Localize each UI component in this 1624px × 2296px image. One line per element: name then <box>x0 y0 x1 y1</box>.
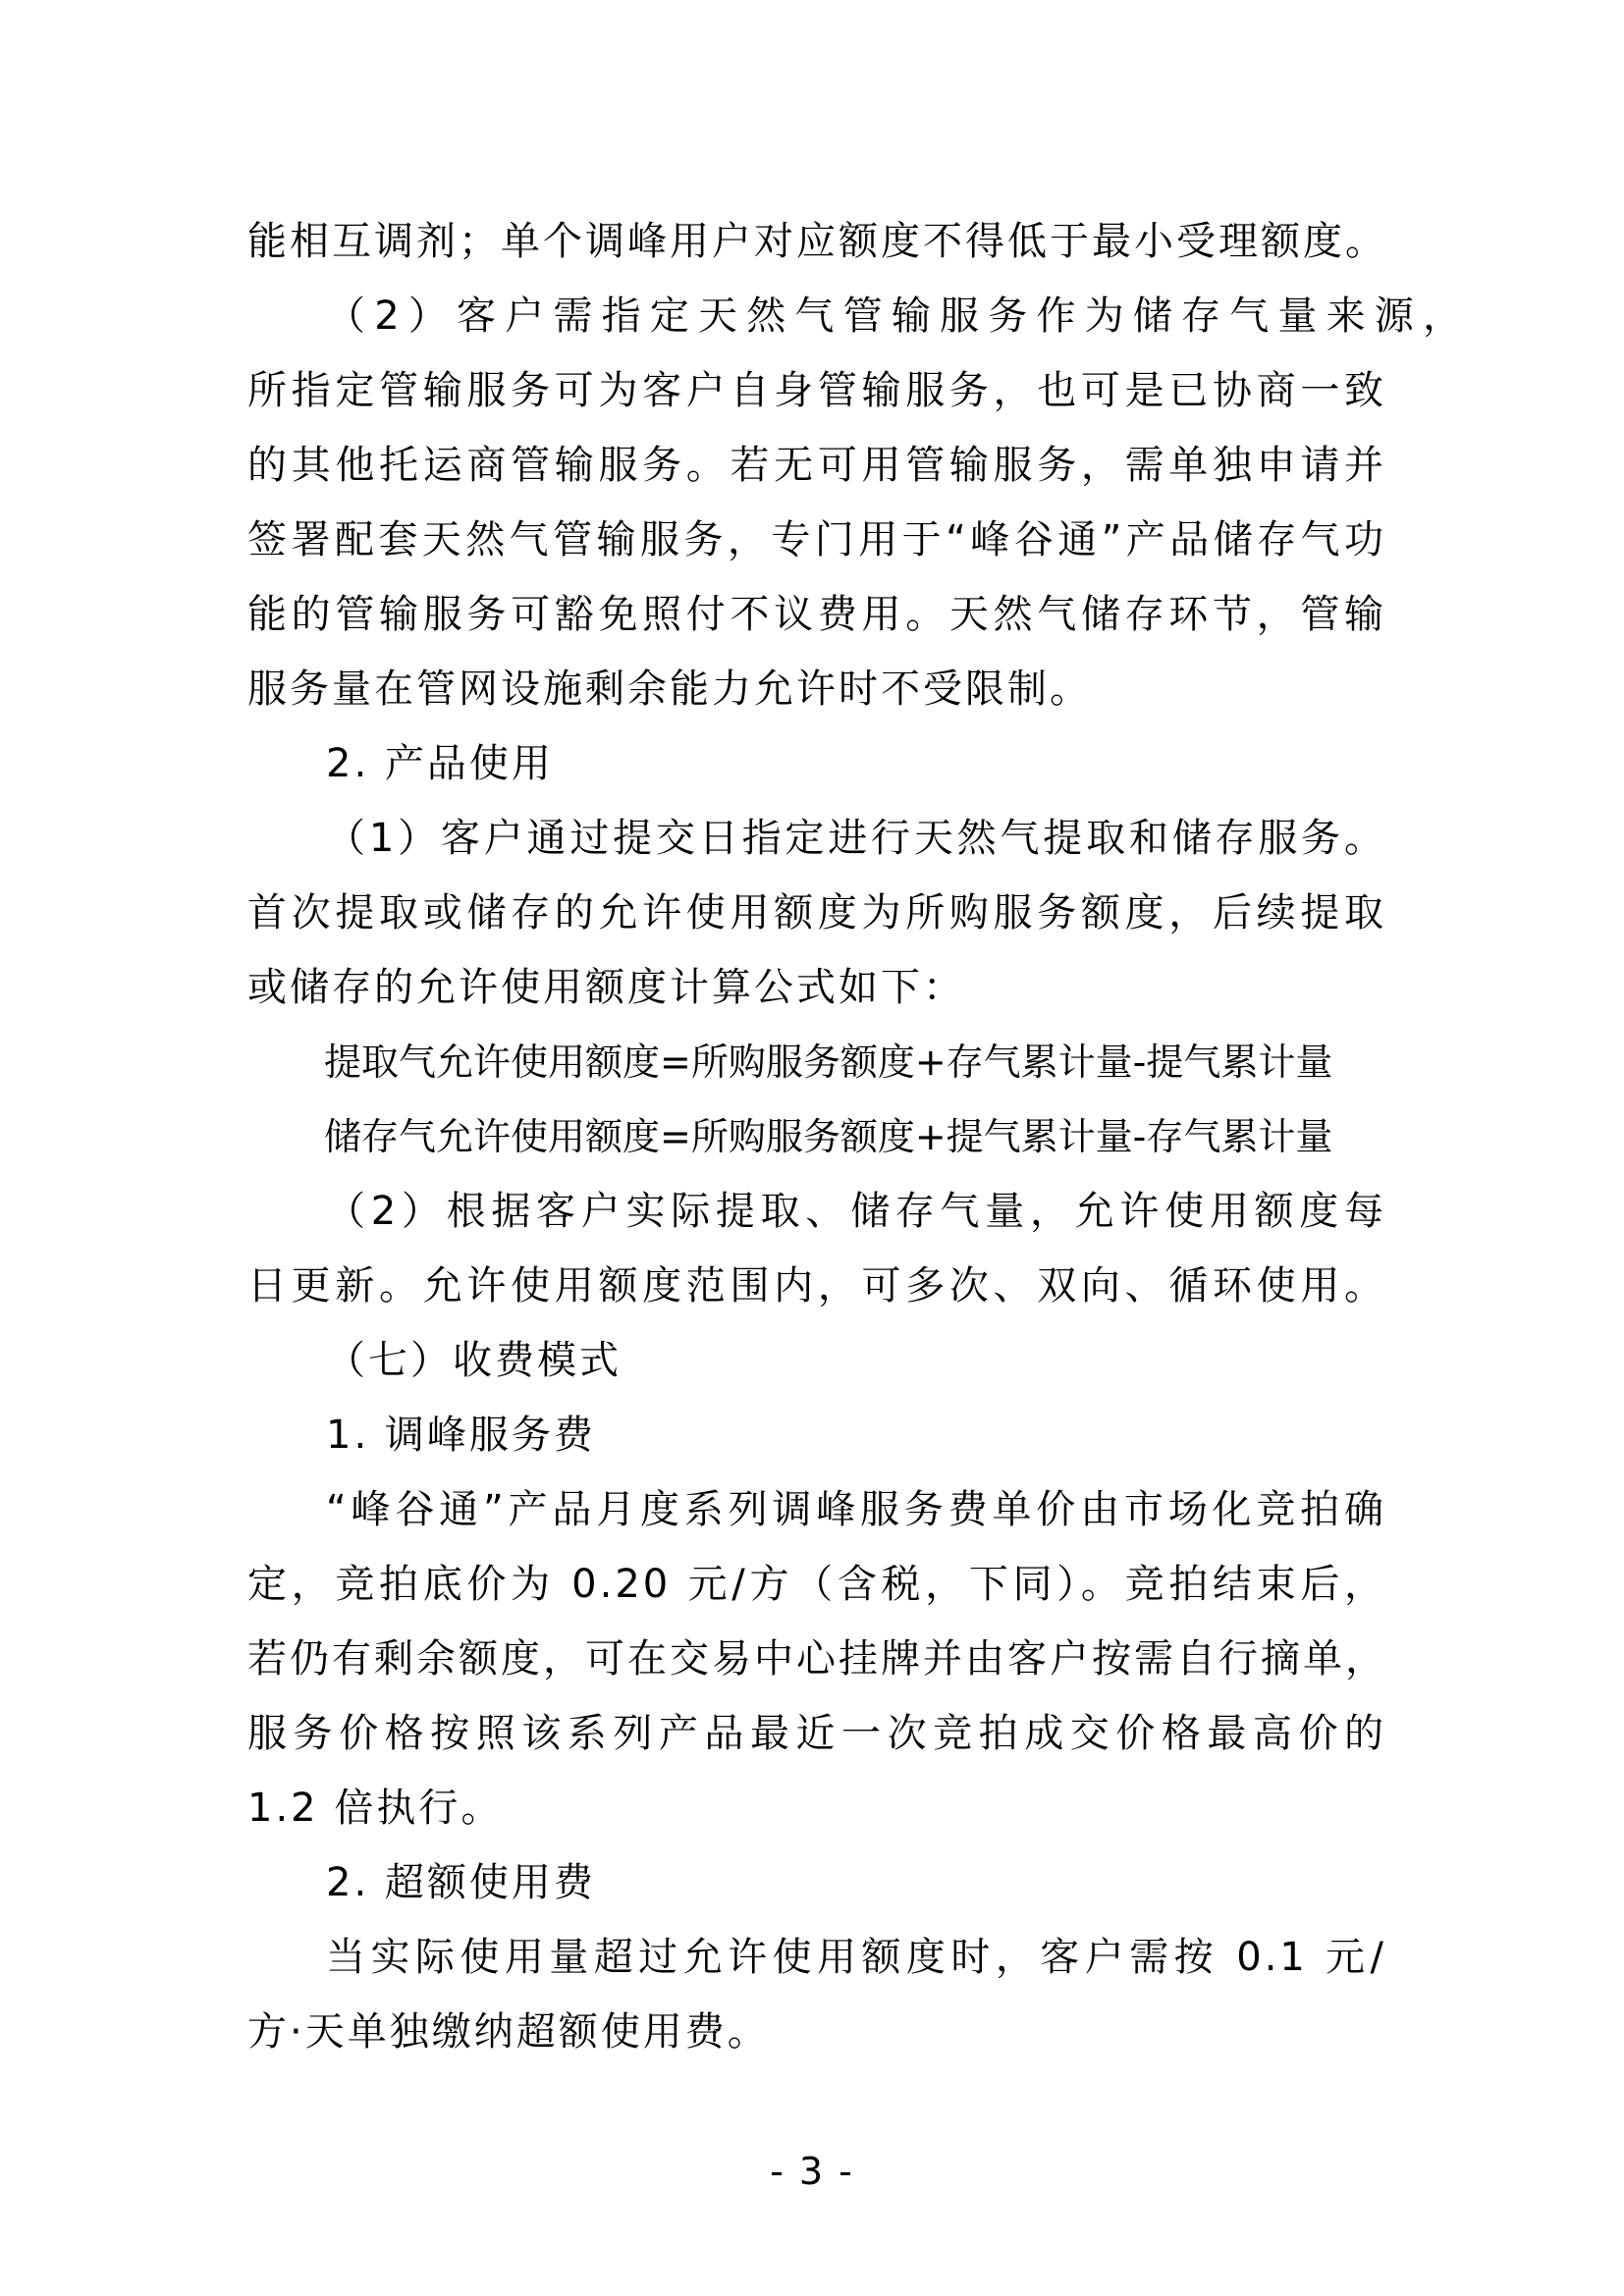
formula-line: 提取气允许使用额度=所购服务额度+存气累计量-提气累计量 <box>324 1041 1333 1084</box>
paragraph-line: 1.2 倍执行。 <box>247 1786 504 1831</box>
paragraph-line: “峰谷通”产品月度系列调峰服务费单价由市场化竞拍确 <box>326 1487 1386 1532</box>
section-heading: 2. 超额使用费 <box>326 1860 596 1905</box>
paragraph-line: 服务量在管网设施剩余能力允许时不受限制。 <box>247 667 1092 712</box>
paragraph-line: 或储存的允许使用额度计算公式如下： <box>247 965 965 1010</box>
paragraph-line: 方·天单独缴纳超额使用费。 <box>247 2009 770 2055</box>
section-heading: （七）收费模式 <box>326 1338 622 1383</box>
formula-line: 储存气允许使用额度=所购服务额度+提气累计量-存气累计量 <box>324 1115 1333 1158</box>
paragraph-line: （1）客户通过提交日指定进行天然气提取和储存服务。 <box>326 816 1386 861</box>
paragraph-line: 能相互调剂；单个调峰用户对应额度不得低于最小受理额度。 <box>247 219 1387 264</box>
paragraph-line: 首次提取或储存的允许使用额度为所购服务额度，后续提取 <box>247 890 1386 935</box>
paragraph-line: 签署配套天然气管输服务，专门用于“峰谷通”产品储存气功 <box>247 517 1386 562</box>
paragraph-line: 当实际使用量超过允许使用额度时，客户需按 0.1 元/ <box>326 1935 1386 1980</box>
section-heading: 2. 产品使用 <box>326 741 554 786</box>
paragraph-line: 若仍有剩余额度，可在交易中心挂牌并由客户按需自行摘单， <box>247 1636 1387 1682</box>
paragraph-line: 能的管输服务可豁免照付不议费用。天然气储存环节，管输 <box>247 592 1386 637</box>
paragraph-line: 服务价格按照该系列产品最近一次竞拍成交价格最高价的 <box>247 1711 1386 1756</box>
page-number: - 3 - <box>770 2150 854 2193</box>
paragraph-line: （2）根据客户实际提取、储存气量，允许使用额度每 <box>326 1189 1386 1234</box>
paragraph-line: 所指定管输服务可为客户自身管输服务，也可是已协商一致 <box>247 368 1386 413</box>
paragraph-line: 的其他托运商管输服务。若无可用管输服务，需单独申请并 <box>247 443 1386 488</box>
section-heading: 1. 调峰服务费 <box>326 1413 596 1458</box>
paragraph-line: 定，竞拍底价为 0.20 元/方（含税，下同）。竞拍结束后， <box>247 1562 1386 1607</box>
paragraph-line: （2）客户需指定天然气管输服务作为储存气量来源， <box>326 294 1465 339</box>
paragraph-line: 日更新。允许使用额度范围内，可多次、双向、循环使用。 <box>247 1263 1386 1308</box>
